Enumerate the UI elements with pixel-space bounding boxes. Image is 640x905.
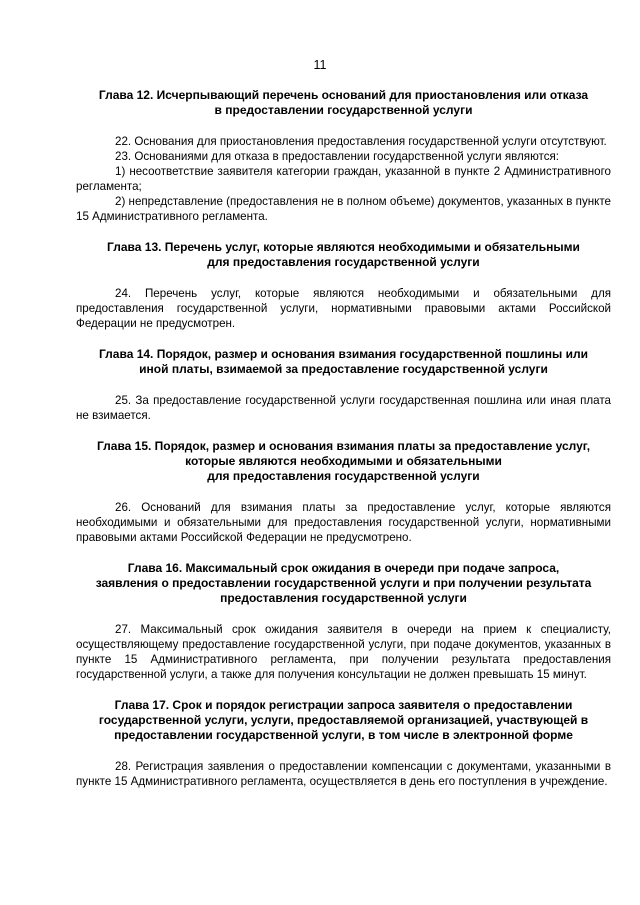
page-number: 11: [313, 58, 327, 72]
chapter-title: [76, 439, 611, 484]
chapter-title: [76, 240, 611, 270]
chapter-title-line: государственной услуги, услуги, предоставляемой организацией, участвующей в: [98, 713, 589, 727]
chapter-title: [76, 698, 611, 743]
chapter-title-line: для предоставления государственной услуги: [207, 255, 480, 269]
paragraph: 26. Оснований для взимания платы за предоставление услуг, которые являются необходимыми и обязательными для предоставления государственной услуги, нормативными правовыми актами Российской Федерации не предусмотрено.: [76, 501, 611, 544]
chapter-title-line: в предоставлении государственной услуги: [214, 103, 473, 117]
chapter-title-line: предоставления государственной услуги: [220, 591, 467, 605]
chapter-title-line: которые являются необходимыми и обязательными: [185, 454, 502, 468]
chapter-title-line: иной платы, взимаемой за предоставление государственной услуги: [139, 362, 548, 376]
chapter-12: [76, 88, 611, 224]
paragraph: 23. Основаниями для отказа в предоставлении государственной услуги являются:: [115, 150, 559, 163]
paragraph: 1) несоответствие заявителя категории граждан, указанной в пункте 2 Административного регламента;: [76, 165, 611, 193]
chapter-title: [76, 347, 611, 377]
chapter-title-line: Глава 14. Порядок, размер и основания взимания государственной пошлины или: [98, 347, 589, 361]
chapter-13: [76, 240, 611, 331]
document-body: [76, 88, 611, 805]
paragraph: 22. Основания для приостановления предоставления государственной услуги отсутствуют.: [115, 135, 607, 148]
paragraph: 2) непредставление (предоставления не в полном объеме) документов, указанных в пункте 15 Административного регламента.: [76, 195, 611, 223]
chapter-title-line: заявления о предоставлении государственной услуги и при получении результата: [95, 576, 592, 590]
chapter-14: [76, 347, 611, 423]
chapter-15: [76, 439, 611, 545]
chapter-16: [76, 561, 611, 682]
paragraph: 28. Регистрация заявления о предоставлении компенсации с документами, указанными в пункте 15 Административного регламента, осуществляется в день его поступления в учреждение.: [76, 760, 611, 788]
paragraph: 27. Максимальный срок ожидания заявителя в очереди на прием к специалисту, осуществляющему предоставление государственной услуги, при подаче документов, указанных в пункте 15 Административного регламента, при получении результата предоставления государственной услуги, а также для получения консультации не должен превышать 15 минут.: [76, 623, 611, 681]
chapter-title: [76, 88, 611, 118]
chapter-17: [76, 698, 611, 789]
chapter-title: [76, 561, 611, 606]
chapter-title-line: Глава 12. Исчерпывающий перечень оснований для приостановления или отказа: [98, 88, 589, 102]
chapter-title-line: Глава 15. Порядок, размер и основания взимания платы за предоставление услуг,: [96, 439, 591, 453]
paragraph: 25. За предоставление государственной услуги государственная пошлина или иная плата не взимается.: [76, 394, 611, 422]
chapter-title-line: предоставлении государственной услуги, в том числе в электронной форме: [114, 728, 573, 742]
chapter-title-line: Глава 17. Срок и порядок регистрации запроса заявителя о предоставлении: [114, 698, 573, 712]
chapter-title-line: для предоставления государственной услуги: [207, 469, 480, 483]
paragraph: 24. Перечень услуг, которые являются необходимыми и обязательными для предоставления государственной услуги, нормативными правовыми актами Российской Федерации не предусмотрен.: [76, 287, 611, 330]
chapter-title-line: Глава 13. Перечень услуг, которые являются необходимыми и обязательными: [107, 240, 580, 254]
chapter-title-line: Глава 16. Максимальный срок ожидания в очереди при подаче запроса,: [127, 561, 560, 575]
